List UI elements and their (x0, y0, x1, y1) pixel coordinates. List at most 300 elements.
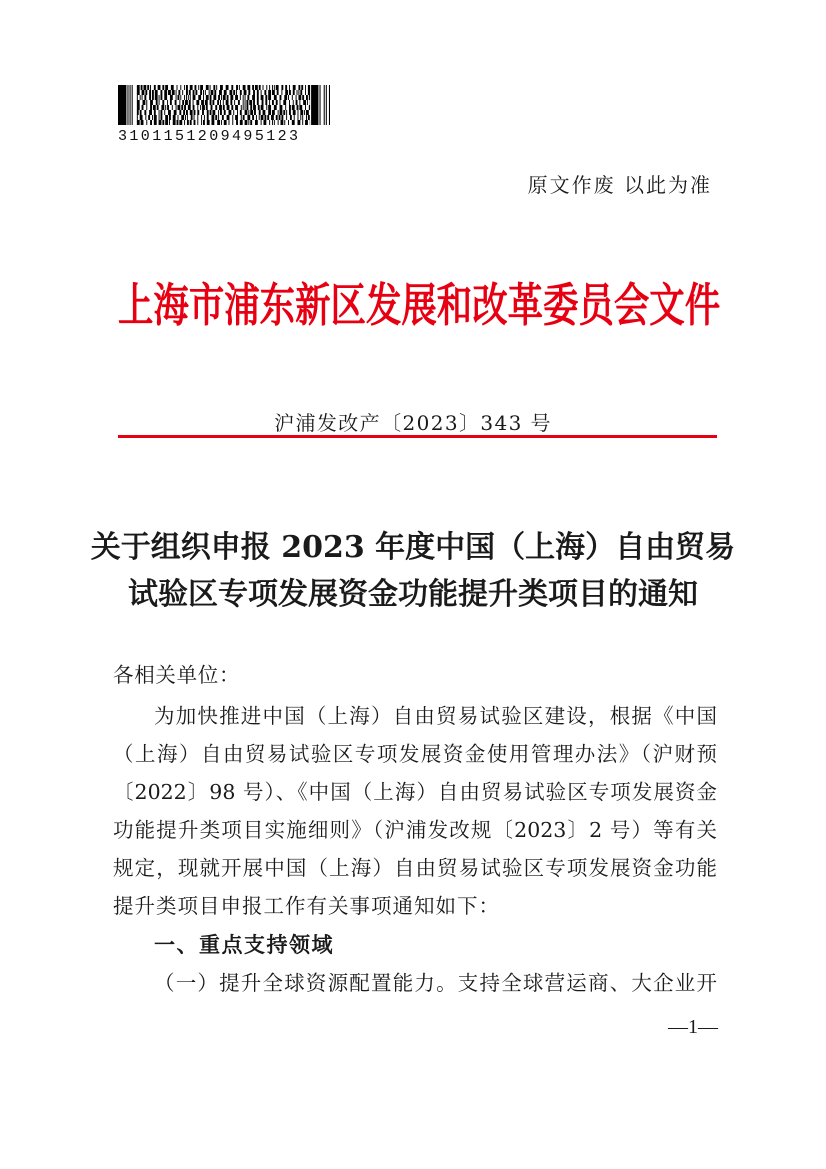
barcode-bar (256, 115, 257, 120)
barcode-bar (246, 100, 248, 105)
barcode-bar (143, 100, 146, 105)
salutation: 各相关单位： (113, 663, 241, 687)
barcode-bar (188, 95, 189, 100)
barcode-bar (259, 115, 260, 120)
barcode-bar (243, 85, 246, 90)
barcode-bar (229, 120, 230, 125)
barcode-bar (142, 90, 145, 95)
barcode-bar (253, 105, 256, 110)
barcode-bar (247, 95, 249, 100)
item-line: （一）提升全球资源配置能力。支持全球营运商、大企业开 (154, 970, 717, 995)
barcode-bar (182, 90, 183, 95)
barcode-bar (233, 110, 234, 115)
barcode-bar (234, 100, 235, 105)
barcode-bar (244, 90, 247, 95)
barcode-bar (137, 85, 140, 90)
barcode-bar (184, 95, 185, 100)
barcode-bar (263, 85, 264, 90)
barcode-bar (217, 120, 220, 125)
barcode-bar (227, 115, 230, 120)
barcode-bar (250, 110, 253, 115)
barcode-bar (142, 105, 144, 110)
barcode-bar (305, 90, 306, 95)
barcode-bar (257, 95, 259, 100)
barcode-bar (221, 95, 222, 100)
barcode-bar (162, 100, 164, 105)
barcode-bar (127, 85, 128, 125)
barcode-bar (279, 115, 281, 120)
barcode-bar (150, 120, 152, 125)
barcode-bar (272, 100, 274, 105)
barcode-bar (278, 120, 279, 125)
barcode-bar (152, 90, 154, 95)
barcode-bar (261, 95, 264, 100)
barcode-bar (229, 110, 232, 115)
barcode-bar (190, 110, 193, 115)
barcode-bar (190, 95, 191, 100)
barcode-bar (173, 120, 176, 125)
barcode-bar (246, 105, 248, 110)
barcode-bar (197, 110, 199, 115)
barcode-bar (218, 110, 219, 115)
barcode-bar (288, 120, 289, 125)
barcode-bar (220, 100, 221, 105)
barcode-bar (193, 105, 195, 110)
barcode-bar (305, 120, 308, 125)
barcode-bar (274, 85, 275, 90)
barcode-bar (209, 90, 210, 95)
barcode-bar (149, 95, 151, 100)
barcode-bar (281, 115, 283, 120)
barcode-bar (268, 95, 271, 100)
barcode-bar (266, 85, 267, 90)
barcode-bar (144, 95, 146, 100)
barcode-bar (141, 120, 144, 125)
barcode-bar (137, 110, 139, 115)
barcode-bar (195, 90, 197, 95)
barcode-bar (198, 95, 201, 100)
barcode-bar (236, 120, 238, 125)
barcode-bar (281, 85, 283, 90)
barcode-bar (241, 115, 242, 120)
barcode-bar (159, 100, 160, 105)
barcode-bar (212, 115, 215, 120)
barcode-bar (236, 85, 238, 90)
barcode-bar (259, 85, 261, 90)
barcode-bar (168, 110, 171, 115)
barcode-bar (197, 115, 198, 120)
barcode-bar (235, 95, 238, 100)
barcode-bar (298, 120, 301, 125)
barcode-bar (224, 110, 226, 115)
barcode-bar (165, 85, 168, 90)
barcode-bar (210, 110, 212, 115)
barcode-bar (205, 100, 208, 105)
barcode-bar (174, 110, 177, 115)
barcode-bar (252, 85, 254, 90)
barcode-bar (240, 110, 242, 115)
barcode-bar (212, 100, 214, 105)
barcode-bar (268, 110, 271, 115)
barcode-bar (161, 105, 164, 110)
barcode-bar (212, 120, 215, 125)
barcode-bar (306, 110, 309, 115)
barcode-bar (150, 100, 153, 105)
document-number: 沪浦发改产〔2023〕343 号 (274, 411, 552, 435)
barcode (118, 85, 330, 125)
barcode-bar (159, 120, 162, 125)
barcode-bar (308, 115, 310, 120)
barcode-bar (181, 115, 184, 120)
barcode-bar (286, 115, 287, 120)
barcode-bar (210, 100, 212, 105)
barcode-bar (149, 90, 151, 95)
barcode-bar (276, 85, 279, 90)
barcode-bar (176, 105, 177, 110)
barcode-bar (272, 110, 275, 115)
barcode-bar (181, 105, 183, 110)
barcode-bar (289, 105, 291, 110)
barcode-bar (302, 115, 303, 120)
barcode-bar (277, 90, 279, 95)
barcode-bar (160, 95, 162, 100)
barcode-bar (292, 95, 293, 100)
barcode-bar (250, 120, 252, 125)
barcode-bar (250, 105, 252, 110)
barcode-bar (190, 85, 193, 90)
barcode-bar (189, 100, 191, 105)
document-title-line-2: 试验区专项发展资金功能提升类项目的通知 (128, 577, 698, 612)
barcode-bar (265, 95, 267, 100)
barcode-bar (243, 95, 244, 100)
barcode-bar (223, 100, 224, 105)
barcode-bar (235, 105, 238, 110)
barcode-bar (218, 95, 220, 100)
barcode-bar (167, 105, 169, 110)
barcode-bar (186, 85, 188, 90)
barcode-bar (301, 85, 303, 90)
barcode-bar (200, 105, 201, 110)
barcode-bar (236, 90, 237, 95)
barcode-bar (230, 100, 232, 105)
barcode-bar (203, 95, 204, 100)
barcode-bar (186, 95, 187, 100)
barcode-bar (289, 110, 291, 115)
barcode-bar (194, 85, 196, 90)
barcode-bar (298, 85, 300, 90)
barcode-bar (201, 100, 204, 105)
barcode-bar (276, 115, 278, 120)
barcode-bar (229, 90, 232, 95)
red-separator-line (118, 435, 717, 438)
barcode-bar (186, 90, 188, 95)
barcode-bar (177, 115, 178, 120)
barcode-bar (278, 110, 279, 115)
barcode-bar (284, 95, 287, 100)
barcode-bar (215, 105, 217, 110)
barcode-bar (182, 100, 184, 105)
barcode-bar (264, 90, 266, 95)
barcode-bar (264, 115, 266, 120)
barcode-bar (153, 105, 156, 110)
barcode-bar (222, 115, 224, 120)
barcode-bar (164, 90, 167, 95)
barcode-bar (223, 105, 225, 110)
barcode-bar (158, 85, 161, 90)
barcode-bar (154, 120, 157, 125)
body-line: （上海）自由贸易试验区专项发展资金使用管理办法》（沪财预 (113, 742, 717, 767)
barcode-bar (175, 100, 177, 105)
barcode-bar (169, 115, 171, 120)
barcode-bar (284, 120, 285, 125)
barcode-bar (178, 90, 180, 95)
barcode-bar (300, 90, 302, 95)
barcode-bar (253, 90, 255, 95)
barcode-bar (146, 100, 147, 105)
barcode-bar (226, 85, 229, 90)
barcode-bar (176, 95, 177, 100)
barcode-bar (143, 85, 146, 90)
barcode-bar (263, 110, 266, 115)
barcode-bar (297, 105, 299, 110)
barcode-bar (137, 115, 138, 120)
barcode-bar (247, 85, 250, 90)
barcode-bar (207, 110, 209, 115)
barcode-bar (189, 90, 191, 95)
barcode-bar (261, 120, 262, 125)
barcode-bar (257, 90, 259, 95)
barcode-bar (154, 110, 156, 115)
barcode-bar (261, 90, 262, 95)
barcode-bar (198, 85, 199, 90)
barcode-bar (248, 110, 249, 115)
barcode-bar (276, 100, 278, 105)
barcode-bar (194, 110, 196, 115)
barcode-bar (145, 90, 147, 95)
barcode-bar (296, 100, 298, 105)
barcode-bar (281, 90, 282, 95)
barcode-bar (168, 90, 171, 95)
red-header-title: 上海市浦东新区发展和改革委员会文件 (118, 278, 721, 332)
barcode-bar (188, 105, 191, 110)
barcode-bar (137, 95, 138, 100)
barcode-bar (329, 85, 330, 125)
barcode-bar (280, 100, 281, 105)
barcode-bar (245, 110, 248, 115)
barcode-bar (118, 85, 126, 125)
barcode-bar (305, 85, 306, 90)
barcode-bar (169, 120, 170, 125)
barcode-bar (280, 95, 282, 100)
barcode-bar (306, 95, 308, 100)
barcode-bar (268, 105, 271, 110)
barcode-bar (137, 105, 140, 110)
barcode-bar (164, 110, 165, 115)
barcode-bar (297, 90, 298, 95)
barcode-bar (308, 85, 310, 90)
barcode-bar (290, 115, 292, 120)
barcode-bar (219, 90, 222, 95)
barcode-bar (185, 100, 188, 105)
barcode-bar (231, 105, 233, 110)
barcode-bar (219, 105, 222, 110)
barcode-bar (193, 90, 195, 95)
barcode-bar (147, 85, 149, 90)
barcode-bar (261, 105, 264, 110)
barcode-bar (221, 120, 222, 125)
barcode-bar (240, 95, 241, 100)
barcode-bar (177, 105, 180, 110)
barcode-bar (177, 120, 179, 125)
barcode-bar (155, 95, 158, 100)
barcode-bar (150, 105, 152, 110)
barcode-bar (162, 120, 164, 125)
barcode-bar (155, 90, 158, 95)
barcode-bar (298, 110, 299, 115)
barcode-bar (156, 100, 158, 105)
barcode-bar (292, 105, 295, 110)
barcode-bar (239, 85, 240, 90)
barcode-bar (307, 100, 308, 105)
barcode-bar (177, 95, 179, 100)
barcode-bar (296, 95, 297, 100)
barcode-bar (202, 105, 205, 110)
barcode-bar (193, 95, 196, 100)
barcode-bar (185, 115, 186, 120)
barcode-bar (212, 110, 215, 115)
barcode-bar (171, 85, 174, 90)
barcode-bar (293, 85, 296, 90)
barcode-bar (249, 100, 252, 105)
barcode-bar (241, 105, 242, 110)
barcode-bar (298, 115, 299, 120)
barcode-bar (304, 110, 305, 115)
barcode-bar (214, 90, 216, 95)
barcode-bar (324, 85, 325, 125)
barcode-bar (197, 120, 198, 125)
barcode-bar (285, 85, 287, 90)
barcode-bar (197, 105, 198, 110)
barcode-bar (224, 120, 227, 125)
barcode-bar (269, 100, 270, 105)
barcode-bar (231, 85, 233, 90)
barcode-bar (240, 90, 242, 95)
barcode-bar (179, 120, 182, 125)
barcode-bar (223, 95, 226, 100)
barcode-bar (170, 100, 172, 105)
barcode-bar (294, 115, 295, 120)
barcode-bar (269, 120, 270, 125)
barcode-bar (265, 100, 267, 105)
barcode-bar (218, 115, 219, 120)
barcode-bar (150, 85, 151, 90)
barcode-bar (305, 105, 306, 110)
barcode-bar (274, 95, 277, 100)
barcode-bar (243, 115, 245, 120)
barcode-bar (245, 105, 246, 110)
barcode-bar (173, 115, 176, 120)
barcode-bar (203, 90, 204, 95)
body-text (113, 697, 717, 1002)
barcode-bar (137, 120, 140, 125)
barcode-bar (254, 110, 256, 115)
barcode-bar (237, 110, 238, 115)
barcode-bar (285, 90, 288, 95)
body-line: 〔2022〕98 号）、《中国（上海）自由贸易试验区专项发展资金 (113, 780, 717, 805)
barcode-bar (288, 95, 289, 100)
barcode-bar (248, 90, 250, 95)
barcode-bar (210, 95, 212, 100)
barcode-bar (255, 120, 258, 125)
barcode-bar (140, 110, 142, 115)
barcode-bar (193, 100, 194, 105)
barcode-bar (201, 115, 202, 120)
barcode-bar (159, 115, 160, 120)
barcode-bar (272, 120, 273, 125)
barcode-bar (154, 115, 157, 120)
barcode-bar (262, 100, 264, 105)
barcode-bar (243, 100, 244, 105)
body-line: 为加快推进中国（上海）自由贸易试验区建设，根据《中国 (154, 704, 717, 728)
barcode-bar (245, 100, 246, 105)
barcode-bar (148, 115, 150, 120)
barcode-bar (232, 120, 233, 125)
barcode-bar (184, 85, 185, 90)
barcode-bar (206, 85, 209, 90)
barcode-bar (180, 85, 181, 90)
barcode-bar (165, 105, 166, 110)
barcode-bar (309, 95, 310, 100)
barcode-bar (206, 105, 208, 110)
barcode-bar (298, 95, 301, 100)
barcode-bar (226, 100, 229, 105)
barcode-bar (269, 85, 270, 90)
barcode-bar (306, 115, 307, 120)
page-number: —1— (668, 1016, 718, 1038)
barcode-bar (164, 95, 167, 100)
body-line: 提升类项目申报工作有关事项通知如下： (113, 894, 500, 919)
barcode-bar (280, 110, 283, 115)
body-line: 功能提升类项目实施细则》（沪浦发改规〔2023〕2 号）等有关 (113, 818, 717, 843)
barcode-bar (184, 120, 185, 125)
barcode-bar (200, 90, 202, 95)
barcode-bar (308, 90, 310, 95)
barcode-bar (184, 105, 186, 110)
barcode-bar (160, 110, 162, 115)
barcode-bar (140, 115, 143, 120)
barcode-bar (283, 100, 286, 105)
barcode-bar (177, 85, 178, 90)
barcode-bar (267, 115, 269, 120)
barcode-bar (211, 105, 213, 110)
barcode-bar (220, 85, 223, 90)
barcode-bar (165, 115, 168, 120)
barcode-bar (172, 90, 175, 95)
barcode-bar (141, 85, 143, 90)
barcode-bar (243, 105, 244, 110)
barcode-bar (309, 105, 310, 110)
barcode-bar (303, 100, 306, 105)
barcode-bar (145, 115, 146, 120)
barcode-bar (210, 85, 211, 90)
barcode-bar (172, 105, 173, 110)
barcode-bar (190, 120, 192, 125)
barcode-bar (137, 90, 140, 95)
barcode-bar (238, 100, 240, 105)
barcode-bar (179, 100, 180, 105)
document-title (60, 524, 766, 618)
barcode-bar (206, 95, 209, 100)
